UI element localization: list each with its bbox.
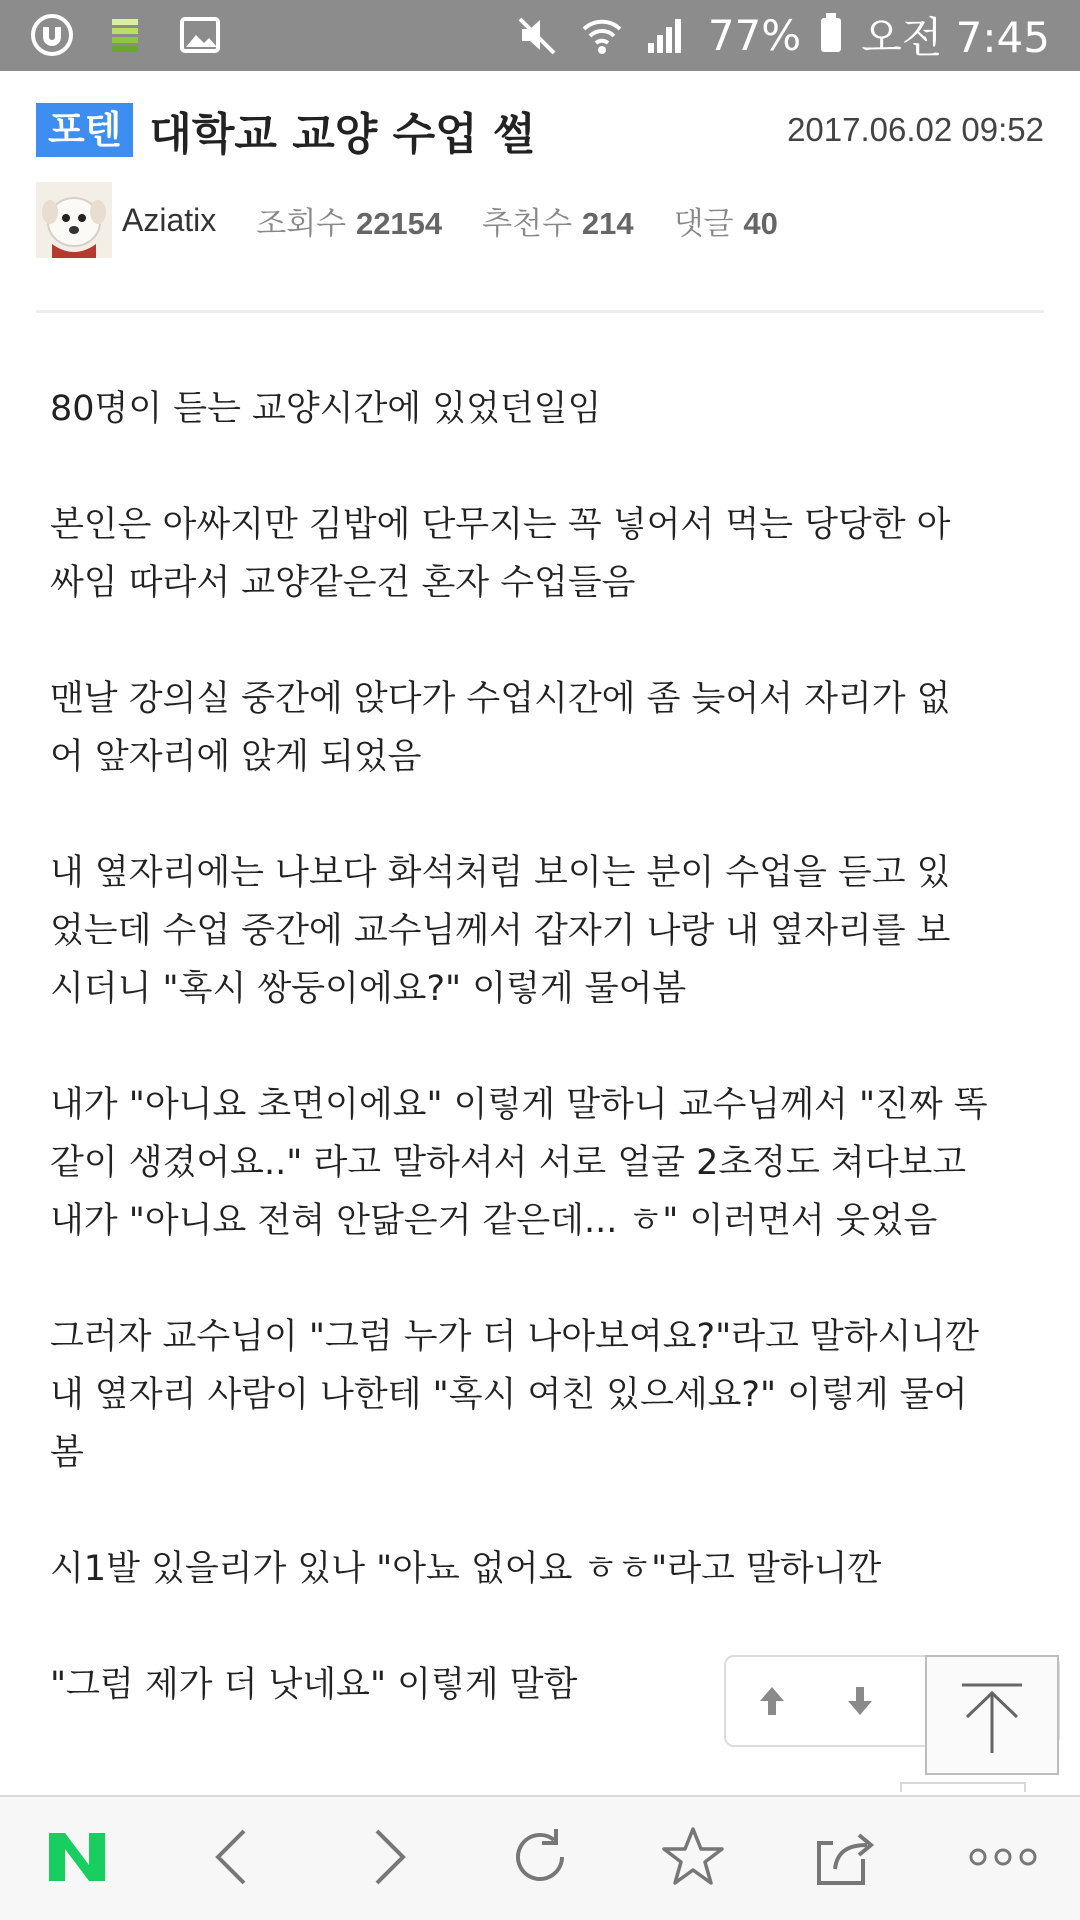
scroll-top-button[interactable] bbox=[925, 1655, 1059, 1775]
view-count-value: 22154 bbox=[355, 205, 443, 241]
refresh-button[interactable] bbox=[505, 1822, 575, 1892]
refresh-icon bbox=[508, 1825, 572, 1889]
comment-count-label: 댓글 bbox=[673, 205, 734, 242]
signal-icon bbox=[644, 13, 688, 57]
status-bar bbox=[0, 0, 1080, 71]
star-icon bbox=[660, 1825, 726, 1889]
floating-tab-edge bbox=[900, 1782, 1026, 1792]
share-button[interactable] bbox=[812, 1822, 882, 1892]
more-button[interactable] bbox=[968, 1822, 1038, 1892]
clock: 오전 7:45 bbox=[861, 13, 1050, 62]
paragraph: 그러자 교수님이 "그럼 누가 더 나아보여요?"라고 말하시니깐 내 옆자리 사람이 나한테 "혹시 여친 있으세요?" 이렇게 물어 봄 bbox=[50, 1317, 979, 1473]
battery-icon bbox=[821, 18, 841, 52]
post-date: 2017.06.02 09:52 bbox=[787, 111, 1044, 148]
paragraph: 내 옆자리에는 나보다 화석처럼 보이는 분이 수업을 듣고 있 었는데 수업 중간에 교수님께서 갑자기 나랑 내 옆자리를 보 시더니 "혹시 쌍둥이에요?" 이렇게 물어봄 bbox=[50, 853, 951, 1009]
browser-toolbar bbox=[0, 1795, 1080, 1920]
notification-app-icon bbox=[30, 13, 74, 57]
arrow-up-icon[interactable] bbox=[748, 1677, 796, 1725]
battery-percent: 77% bbox=[707, 10, 802, 60]
paragraph: 내가 "아니요 초면이에요" 이렇게 말하니 교수님께서 "진짜 똑 같이 생겼어요.." 라고 말하셔서 서로 얼굴 2초정도 쳐다보고 내가 "아니요 전혀 안닮은거 같은데... ㅎ" 이러면서 웃었음 bbox=[50, 1085, 988, 1241]
forward-button[interactable] bbox=[355, 1822, 425, 1892]
chevron-left-icon bbox=[206, 1827, 256, 1887]
paragraph: 시1발 있을리가 있나 "아뇨 없어요 ㅎㅎ"라고 말하니깐 bbox=[50, 1549, 882, 1589]
recommend-count-label: 추천수 bbox=[482, 205, 573, 242]
back-button[interactable] bbox=[196, 1822, 266, 1892]
author-name[interactable]: Aziatix bbox=[122, 201, 217, 238]
paragraph: 80명이 듣는 교양시간에 있었던일임 bbox=[50, 389, 602, 429]
scroll-top-icon bbox=[927, 1657, 1057, 1773]
bookmark-button[interactable] bbox=[658, 1822, 728, 1892]
wifi-icon bbox=[580, 13, 624, 57]
recommend-count bbox=[482, 198, 633, 243]
article-body bbox=[50, 380, 1030, 1772]
avatar[interactable] bbox=[36, 182, 112, 258]
chevron-right-icon bbox=[365, 1827, 415, 1887]
comment-count[interactable] bbox=[674, 198, 778, 243]
article-header bbox=[36, 100, 1044, 260]
view-count-label: 조회수 bbox=[256, 205, 347, 242]
recommend-count-value: 214 bbox=[581, 205, 634, 241]
gallery-icon bbox=[178, 13, 222, 57]
paragraph: 맨날 강의실 중간에 앉다가 수업시간에 좀 늦어서 자리가 없 어 앞자리에 앉게 되었음 bbox=[50, 679, 951, 777]
paragraph: 본인은 아싸지만 김밥에 단무지는 꼭 넣어서 먹는 당당한 아 싸임 따라서 교양같은건 혼자 수업들음 bbox=[50, 505, 951, 603]
naver-home-button[interactable] bbox=[42, 1822, 112, 1892]
share-icon bbox=[813, 1825, 881, 1889]
page-title: 대학교 교양 수업 썰 bbox=[149, 109, 536, 160]
naver-logo-icon bbox=[45, 1829, 109, 1885]
comment-count-value: 40 bbox=[743, 205, 778, 241]
more-dots-icon bbox=[968, 1847, 1038, 1867]
category-badge[interactable]: 포텐 bbox=[36, 103, 133, 157]
stack-icon bbox=[104, 13, 148, 57]
mute-icon bbox=[516, 13, 560, 57]
header-divider bbox=[36, 310, 1044, 313]
paragraph: "그럼 제가 더 낫네요" 이렇게 말함 bbox=[50, 1665, 578, 1705]
arrow-down-icon[interactable] bbox=[836, 1677, 884, 1725]
view-count bbox=[256, 198, 442, 243]
